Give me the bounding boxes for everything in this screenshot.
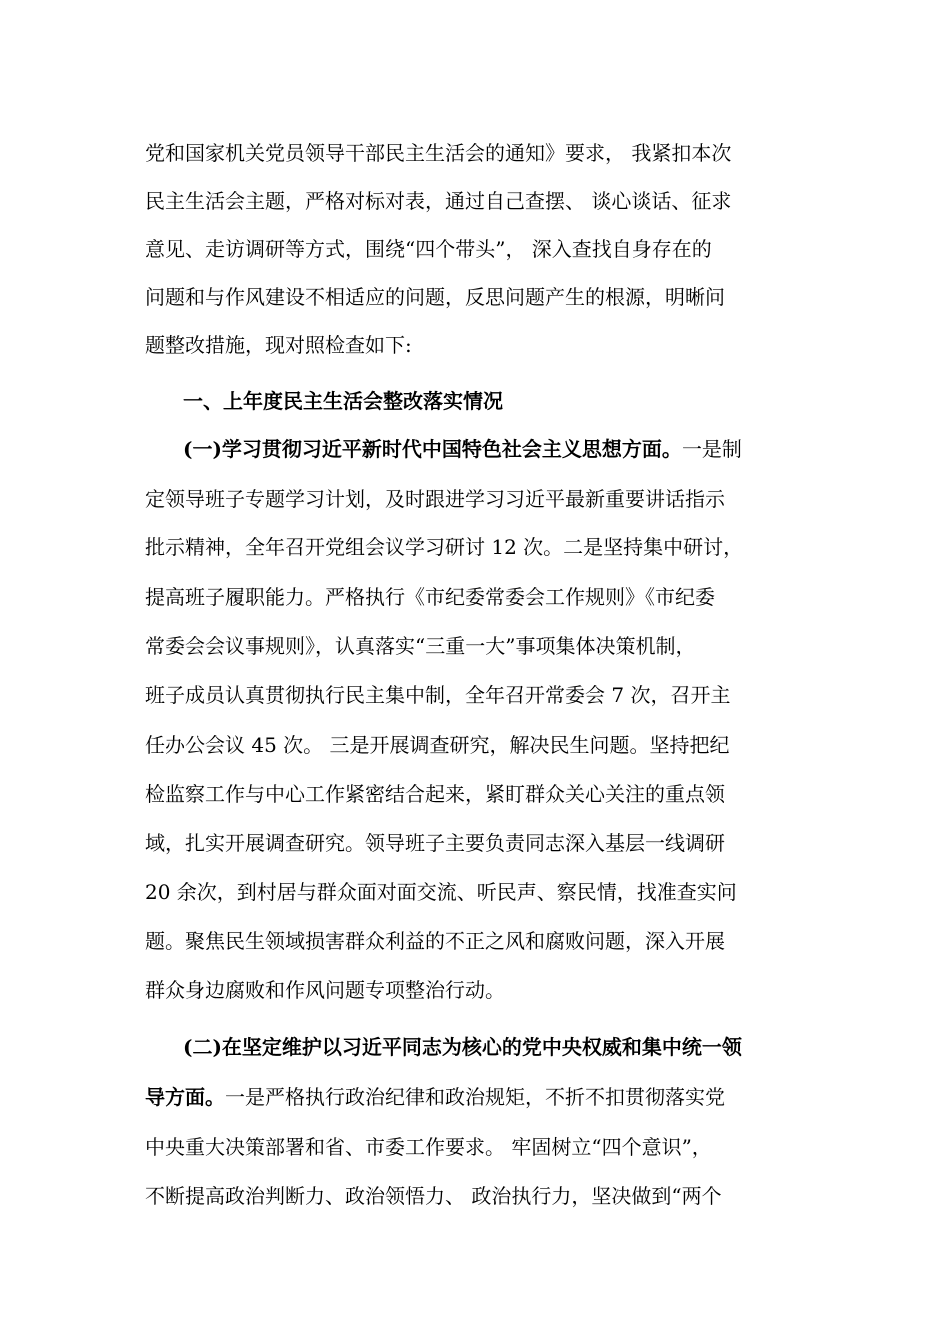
intro-line-1: 党和国家机关党员领导干部民主生活会的通知》要求， 我紧扣本次 — [145, 141, 732, 165]
sub1-line: 批示精神，全年召开党组会议学习研讨 12 次。二是坚持集中研讨， — [145, 535, 744, 559]
sub1-line: 任办公会议 45 次。 三是开展调查研究，解决民生问题。坚持把纪 — [145, 733, 730, 757]
sub2-line: 中央重大决策部署和省、市委工作要求。 牢固树立“四个意识”， — [145, 1135, 712, 1159]
sub1-line: 题。聚焦民生领域损害群众利益的不正之风和腐败问题，深入开展 — [145, 929, 725, 953]
sub1-line: 检监察工作与中心工作紧密结合起来，紧盯群众关心关注的重点领 — [145, 782, 725, 806]
sub2-line: 不断提高政治判断力、政治领悟力、 政治执行力，坚决做到“两个 — [145, 1184, 722, 1208]
sub1-first-line — [183, 435, 853, 463]
sub1-line: 常委会会议事规则》，认真落实“三重一大”事项集体决策机制， — [145, 634, 696, 658]
sub1-line: 群众身边腐败和作风问题专项整治行动。 — [145, 978, 505, 1002]
sub1-line: 提高班子履职能力。严格执行《市纪委常委会工作规则》《市纪委 — [145, 585, 715, 609]
sub1-line: 定领导班子专题学习计划，及时跟进学习习近平最新重要讲话指示 — [145, 487, 725, 511]
intro-line-3: 意见、走访调研等方式，围绕“四个带头”， 深入查找自身存在的 — [145, 237, 712, 261]
sub2-title-line-1: (二)在坚定维护以习近平同志为核心的党中央权威和集中统一领 — [183, 1035, 742, 1059]
intro-line-4: 问题和与作风建设不相适应的问题，反思问题产生的根源，明晰问 — [145, 285, 725, 309]
sub2-title-line-2: 导方面。 — [145, 1085, 225, 1109]
sub1-title: (一)学习贯彻习近平新时代中国特色社会主义思想方面。 — [183, 437, 682, 461]
sub1-line: 域，扎实开展调查研究。领导班子主要负责同志深入基层一线调研 — [145, 831, 725, 855]
intro-line-5: 题整改措施，现对照检查如下: — [145, 333, 412, 357]
section-heading: 一、上年度民主生活会整改落实情况 — [183, 389, 503, 413]
sub1-line: 班子成员认真贯彻执行民主集中制，全年召开常委会 7 次，召开主 — [145, 683, 731, 707]
sub2-second-rest: 一是严格执行政治纪律和政治规矩，不折不扣贯彻落实党 — [225, 1085, 725, 1109]
intro-line-2: 民主生活会主题，严格对标对表，通过自己查摆、 谈心谈话、征求 — [145, 189, 732, 213]
sub1-line: 20 余次，到村居与群众面对面交流、听民声、察民情，找准查实问 — [145, 880, 737, 904]
sub2-second-line — [145, 1083, 815, 1111]
sub1-first-rest: 一是制 — [681, 437, 742, 461]
